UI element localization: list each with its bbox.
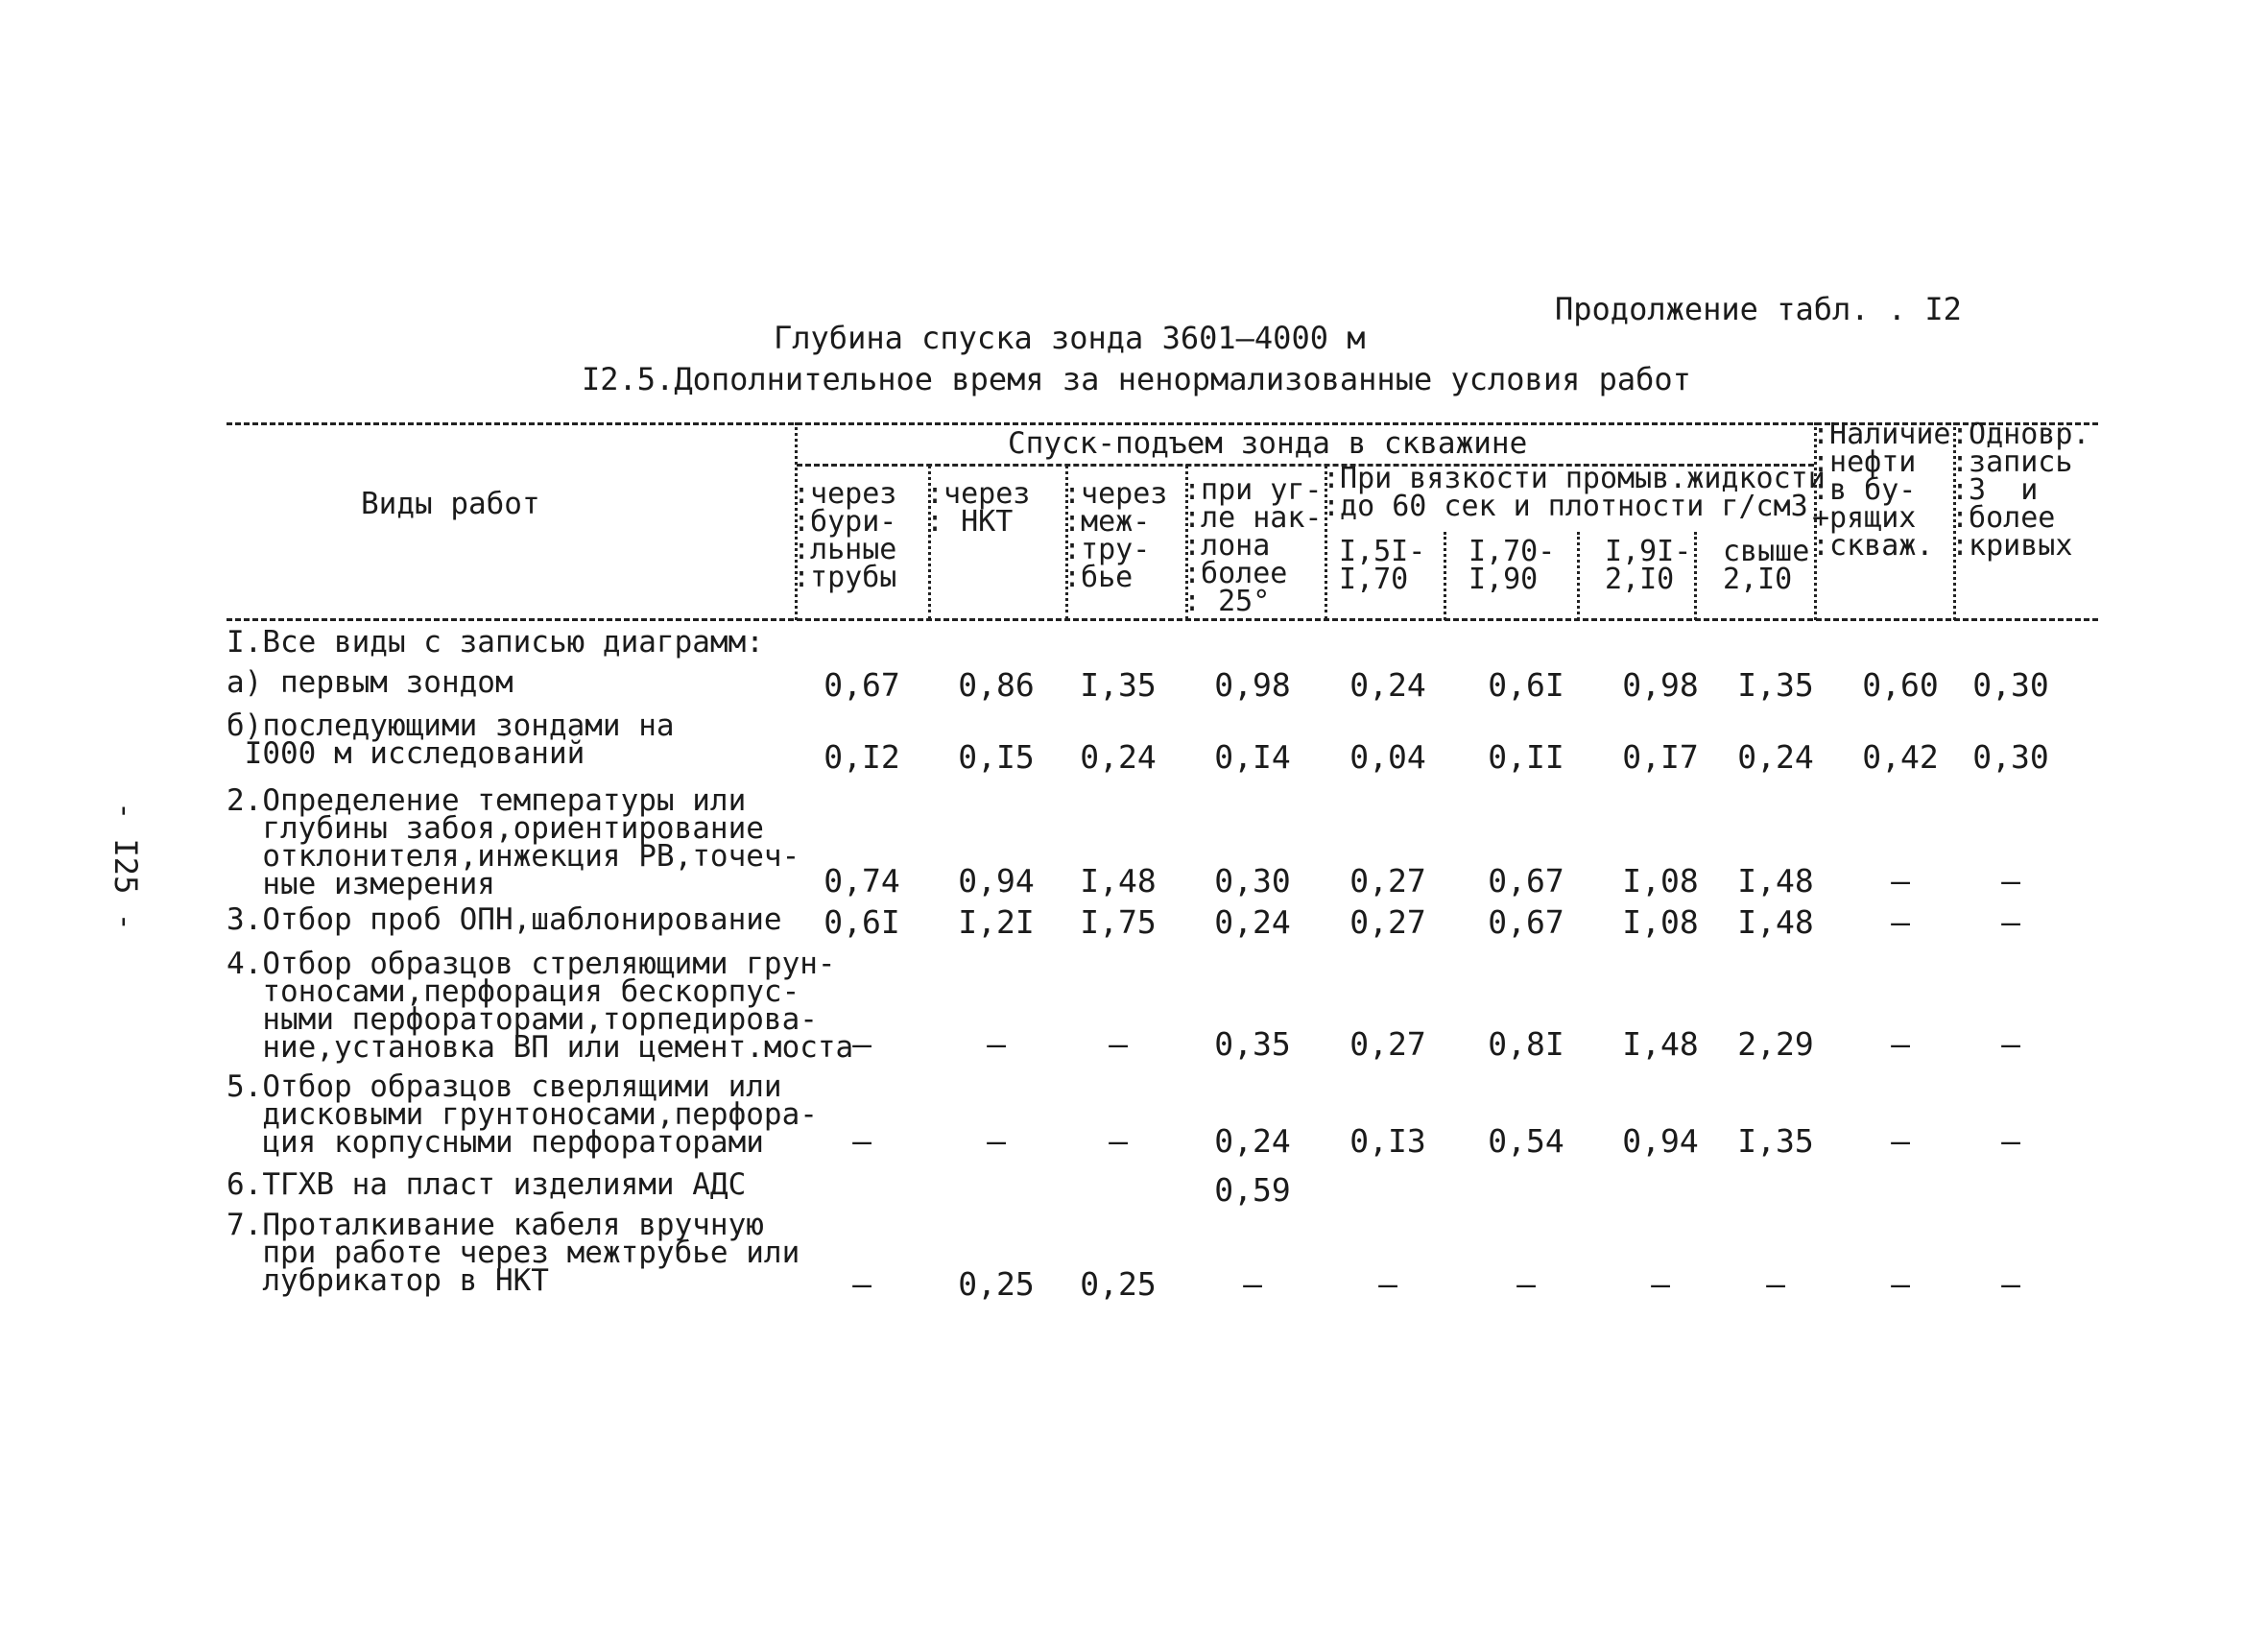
- table-cell: –: [1109, 1025, 1128, 1063]
- table-cell: 0,24: [1737, 738, 1814, 776]
- header-density-4: свыше 2,I0: [1723, 535, 1810, 596]
- col-sep-8: [1694, 532, 1697, 620]
- header-density-1: I,5I- I,70: [1339, 535, 1426, 596]
- table-cell: –: [2001, 1025, 2020, 1063]
- table-cell: 0,I4: [1214, 738, 1291, 776]
- header-viscosity-group: :При вязкости промыв.жидкости :до 60 сек и плотности г/см3: [1323, 462, 1826, 523]
- table-cell: I,08: [1622, 862, 1699, 900]
- table-cell: 0,54: [1488, 1122, 1564, 1160]
- page-number: - I25 -: [107, 802, 144, 931]
- table-cell: 0,27: [1349, 903, 1426, 941]
- table-cell: –: [852, 1265, 871, 1303]
- table-cell: 0,30: [1972, 738, 2049, 776]
- table-cell: 0,24: [1214, 1122, 1291, 1160]
- table-cell: I,48: [1080, 862, 1157, 900]
- table-cell: 0,67: [1488, 903, 1564, 941]
- header-annulus: :через :меж- :тру- :бье: [1063, 477, 1168, 594]
- table-cell: 0,I2: [824, 738, 900, 776]
- table-cell: 0,74: [824, 862, 900, 900]
- table-cell: –: [987, 1122, 1006, 1160]
- header-work-types: Виды работ: [361, 487, 540, 521]
- table-cell: 0,86: [958, 666, 1035, 704]
- row-label: 7.Проталкивание кабеля вручную при работе через межтрубье или лубрикатор в НКТ: [227, 1208, 800, 1298]
- table-cell: 0,67: [1488, 862, 1564, 900]
- header-angle: :при уг- :ле нак- :лона :более : 25°: [1183, 473, 1323, 618]
- table-cell: 0,24: [1349, 666, 1426, 704]
- table-cell: 0,24: [1080, 738, 1157, 776]
- row-label: 2.Определение температуры или глубины забоя,ориентирование отклонителя,инжекция РВ,точеч- ные измерения: [227, 783, 800, 901]
- table-cell: –: [2001, 1122, 2020, 1160]
- table-cell: –: [987, 1025, 1006, 1063]
- table-cell: 0,98: [1622, 666, 1699, 704]
- table-cell: –: [2001, 862, 2020, 900]
- header-density-2: I,70- I,90: [1468, 535, 1556, 596]
- row-label: 3.Отбор проб ОПН,шаблонирование: [227, 902, 782, 937]
- row-label: а) первым зондом: [227, 665, 513, 700]
- table-cell: 2,29: [1737, 1025, 1814, 1063]
- table-cell: –: [1378, 1265, 1397, 1303]
- table-cell: 0,04: [1349, 738, 1426, 776]
- row-label: 4.Отбор образцов стреляющими грун- тоносами,перфорация бескорпус- ными перфораторами,торпедирова- ние,установка ВП или цемент.моста: [227, 947, 854, 1065]
- table-cell: 0,27: [1349, 1025, 1426, 1063]
- table-cell: 0,94: [958, 862, 1035, 900]
- table-cell: 0,60: [1862, 666, 1939, 704]
- header-group-title: Спуск-подъем зонда в скважине: [1008, 426, 1528, 461]
- table-cell: I,48: [1737, 903, 1814, 941]
- table-cell: 0,98: [1214, 666, 1291, 704]
- table-cell: –: [1766, 1265, 1785, 1303]
- table-cell: 0,8I: [1488, 1025, 1564, 1063]
- table-cell: 0,25: [958, 1265, 1035, 1303]
- table-cell: 0,I5: [958, 738, 1035, 776]
- table-cell: I,48: [1737, 862, 1814, 900]
- table-cell: 0,94: [1622, 1122, 1699, 1160]
- table-cell: –: [1891, 1025, 1910, 1063]
- table-cell: I,48: [1622, 1025, 1699, 1063]
- table-cell: I,35: [1737, 666, 1814, 704]
- table-cell: –: [1516, 1265, 1536, 1303]
- table-cell: 0,6I: [824, 903, 900, 941]
- table-cell: 0,35: [1214, 1025, 1291, 1063]
- table-cell: I,08: [1622, 903, 1699, 941]
- table-cell: 0,I3: [1349, 1122, 1426, 1160]
- table-cell: –: [1109, 1122, 1128, 1160]
- table-cell: I,35: [1737, 1122, 1814, 1160]
- table-cell: –: [1891, 1265, 1910, 1303]
- table-cell: 0,25: [1080, 1265, 1157, 1303]
- section-title: I2.5.Дополнительное время за ненормализованные условия работ: [582, 361, 1691, 397]
- table-cell: 0,59: [1214, 1171, 1291, 1209]
- table-cell: –: [1243, 1265, 1262, 1303]
- table-cell: I,2I: [958, 903, 1035, 941]
- header-oil-presence: :Наличие :нефти :в бу- +рящих :скваж.: [1812, 418, 1951, 563]
- table-cell: –: [1891, 1122, 1910, 1160]
- table-cell: 0,II: [1488, 738, 1564, 776]
- table-cell: –: [1651, 1265, 1670, 1303]
- continuation-label: Продолжение табл. . I2: [1555, 291, 1962, 327]
- header-nkt: :через : НКТ: [926, 477, 1031, 539]
- table-cell: 0,27: [1349, 862, 1426, 900]
- header-simultaneous-record: :Одновр. :запись :3 и :более :кривых: [1951, 418, 2090, 563]
- table-cell: 0,30: [1972, 666, 2049, 704]
- table-cell: 0,30: [1214, 862, 1291, 900]
- table-cell: –: [2001, 1265, 2020, 1303]
- table-cell: –: [2001, 903, 2020, 941]
- header-density-3: I,9I- 2,I0: [1605, 535, 1692, 596]
- table-cell: 0,I7: [1622, 738, 1699, 776]
- col-sep-7: [1577, 532, 1580, 620]
- table-cell: –: [852, 1025, 871, 1063]
- row-label: 6.ТГХВ на пласт изделиями АДС: [227, 1167, 747, 1202]
- table-cell: 0,24: [1214, 903, 1291, 941]
- depth-title: Глубина спуска зонда 3601–4000 м: [774, 320, 1366, 356]
- table-cell: 0,67: [824, 666, 900, 704]
- table-cell: –: [852, 1122, 871, 1160]
- table-cell: I,35: [1080, 666, 1157, 704]
- table-cell: 0,42: [1862, 738, 1939, 776]
- table-cell: 0,6I: [1488, 666, 1564, 704]
- table-cell: –: [1891, 903, 1910, 941]
- row-label: 5.Отбор образцов сверлящими или дисковыми грунтоносами,перфора- ция корпусными перфораторами: [227, 1069, 818, 1160]
- col-sep-6: [1444, 532, 1446, 620]
- row-label: б)последующими зондами на I000 м исследований: [227, 708, 675, 771]
- header-bottom-rule: [227, 618, 2098, 621]
- table-cell: I,75: [1080, 903, 1157, 941]
- row-label: I.Все виды с записью диаграмм:: [227, 625, 764, 660]
- table-cell: –: [1891, 862, 1910, 900]
- header-drill-pipes: :через :бури- :льные :трубы: [793, 477, 897, 594]
